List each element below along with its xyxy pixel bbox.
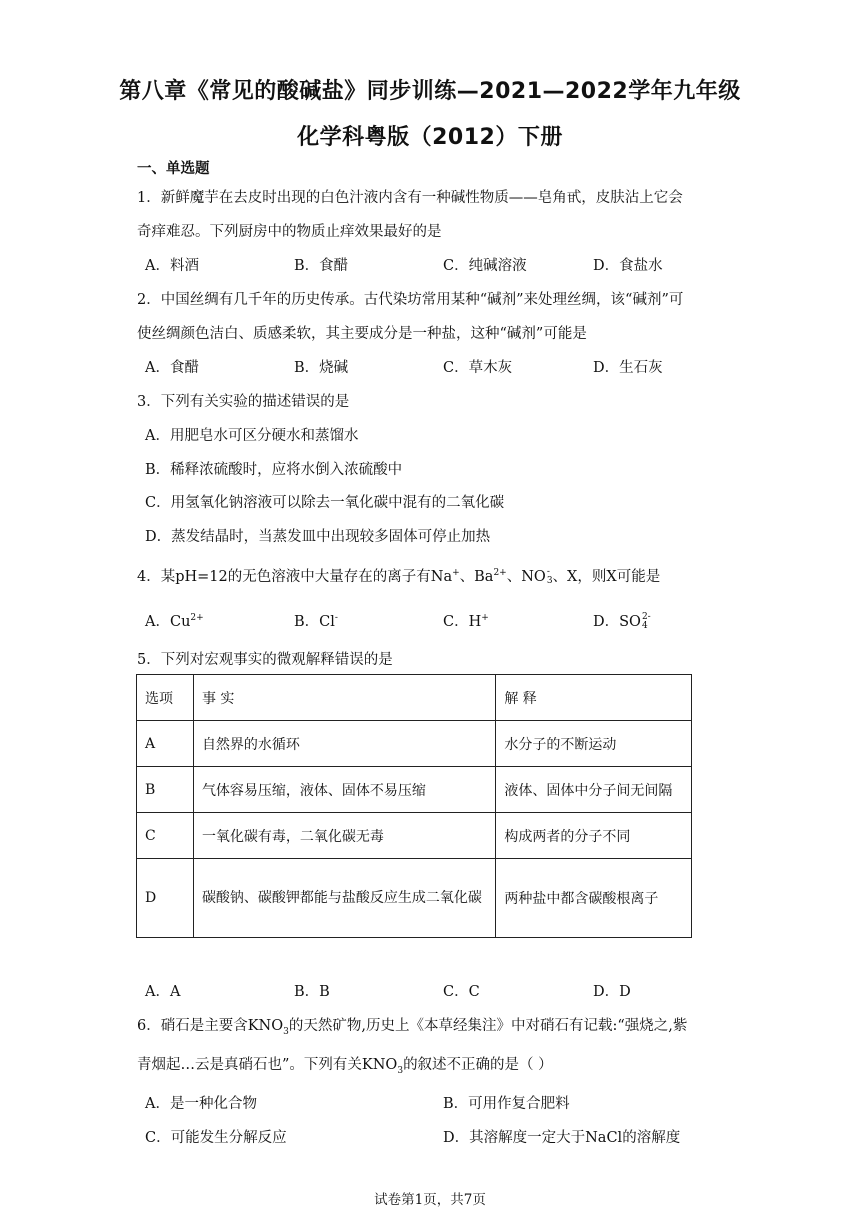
table-cell: 气体容易压缩，液体、固体不易压缩 <box>193 767 495 813</box>
table-header-cell: 解 释 <box>496 675 692 721</box>
table-cell: 一氧化碳有毒，二氧化碳无毒 <box>193 813 495 859</box>
q6-option-a: A．是一种化合物 <box>145 1096 257 1112</box>
no3-charge: - <box>546 567 550 577</box>
table-header-row <box>137 675 692 721</box>
q2-stem-line-1: 2．中国丝绸有几千年的历史传承。古代染坊常用某种“碱剂”来处理丝绸，该“碱剂”可 <box>137 292 684 308</box>
q4-option-d-text: D．SO <box>593 614 641 630</box>
q6-option-d: D．其溶解度一定大于NaCl的溶解度 <box>443 1130 681 1146</box>
q3-stem: 3．下列有关实验的描述错误的是 <box>137 394 350 410</box>
table-header-cell: 选项 <box>137 675 194 721</box>
na-charge: + <box>452 568 460 579</box>
table-cell: C <box>137 813 194 859</box>
q5-option-c: C．C <box>443 984 480 1000</box>
title-line-2: 化学科粤版（2012）下册 <box>297 125 563 150</box>
q6-line1-b: 的天然矿物,历史上《本草经集注》中对硝石有记载:“强烧之,紫 <box>288 1018 688 1034</box>
q3-option-a: A．用肥皂水可区分硬水和蒸馏水 <box>145 428 359 444</box>
q5-option-b: B．B <box>294 984 330 1000</box>
q4-option-a-text: A．Cu <box>145 614 191 630</box>
title-line-1: 第八章《常见的酸碱盐》同步训练—2021—2022学年九年级 <box>119 79 741 104</box>
so4-charge: 2- <box>641 612 651 622</box>
table-cell: 碳酸钠、碳酸钾都能与盐酸反应生成二氧化碳 <box>193 859 495 938</box>
q1-option-b: B．食醋 <box>294 258 349 274</box>
no3-subscript: 3 <box>546 576 553 586</box>
q4-stem-suffix: 、X，则X可能是 <box>552 569 661 585</box>
table-cell: A <box>137 721 194 767</box>
table-cell: 水分子的不断运动 <box>496 721 692 767</box>
q4-stem <box>137 565 660 586</box>
q6-line2-b: 的叙述不正确的是（ ） <box>403 1057 553 1073</box>
so4-subscript: 4 <box>641 621 648 631</box>
q1-option-c: C．纯碱溶液 <box>443 258 527 274</box>
q4-option-b <box>294 610 338 631</box>
q6-option-c: C．可能发生分解反应 <box>145 1130 287 1146</box>
q6-stem-line-2 <box>137 1053 553 1076</box>
q1-option-a: A．料酒 <box>145 258 199 274</box>
table-row <box>137 721 692 767</box>
ba-charge: 2+ <box>493 568 507 579</box>
q1-stem-line-1: 1．新鲜魔芋在去皮时出现的白色汁液内含有一种碱性物质——皂角甙，皮肤沾上它会 <box>137 190 683 206</box>
q1-stem-line-2: 奇痒难忍。下列厨房中的物质止痒效果最好的是 <box>137 224 442 240</box>
h-charge: + <box>481 613 489 624</box>
q2-option-c: C．草木灰 <box>443 360 513 376</box>
q4-option-b-text: B．Cl <box>294 614 335 630</box>
q2-option-b: B．烧碱 <box>294 360 349 376</box>
q2-option-a: A．食醋 <box>145 360 199 376</box>
q5-option-a: A．A <box>145 984 181 1000</box>
q4-option-a <box>145 610 204 631</box>
table-cell: 构成两者的分子不同 <box>496 813 692 859</box>
kno3-subscript: 3 <box>283 1026 289 1037</box>
section-heading: 一、单选题 <box>137 161 210 177</box>
q4-option-c <box>443 610 489 631</box>
kno3-subscript: 3 <box>397 1065 404 1076</box>
q1-option-d: D．食盐水 <box>593 258 663 274</box>
q2-option-d: D．生石灰 <box>593 360 663 376</box>
q4-option-c-text: C．H <box>443 614 482 630</box>
q6-line2-a: 青烟起…云是真硝石也”。下列有关KNO <box>137 1057 398 1073</box>
facts-table <box>136 674 692 938</box>
q6-option-b: B．可用作复合肥料 <box>443 1096 570 1112</box>
q3-option-b: B．稀释浓硫酸时，应将水倒入浓硫酸中 <box>145 462 403 478</box>
so4-charge-stack <box>642 613 651 631</box>
table-cell: 自然界的水循环 <box>193 721 495 767</box>
q5-stem: 5．下列对宏观事实的微观解释错误的是 <box>137 652 393 668</box>
q3-option-c: C．用氢氧化钠溶液可以除去一氧化碳中混有的二氧化碳 <box>145 495 505 511</box>
q6-stem-line-1 <box>137 1014 687 1037</box>
cu-charge: 2+ <box>190 613 204 624</box>
table-cell: 两种盐中都含碳酸根离子 <box>496 859 692 938</box>
q6-line1-a: 6．硝石是主要含KNO <box>137 1018 284 1034</box>
q4-stem-prefix: 4．某pH=12的无色溶液中大量存在的离子有Na <box>137 569 453 585</box>
q4-sep-2: 、NO <box>506 569 546 585</box>
q4-sep-1: 、Ba <box>459 569 494 585</box>
q3-option-d: D．蒸发结晶时，当蒸发皿中出现较多固体可停止加热 <box>145 529 491 545</box>
table-row <box>137 859 692 938</box>
table-cell: B <box>137 767 194 813</box>
table-row <box>137 767 692 813</box>
table-header-cell: 事 实 <box>193 675 495 721</box>
table-cell: D <box>137 859 194 938</box>
page-footer: 试卷第1页，共7页 <box>374 1192 486 1208</box>
cl-charge: - <box>334 613 338 624</box>
table-cell: 液体、固体中分子间无间隔 <box>496 767 692 813</box>
table-row <box>137 813 692 859</box>
q2-stem-line-2: 使丝绸颜色洁白、质感柔软，其主要成分是一种盐，这种“碱剂”可能是 <box>137 326 587 342</box>
q5-option-d: D．D <box>593 984 631 1000</box>
q4-option-d <box>593 610 651 631</box>
